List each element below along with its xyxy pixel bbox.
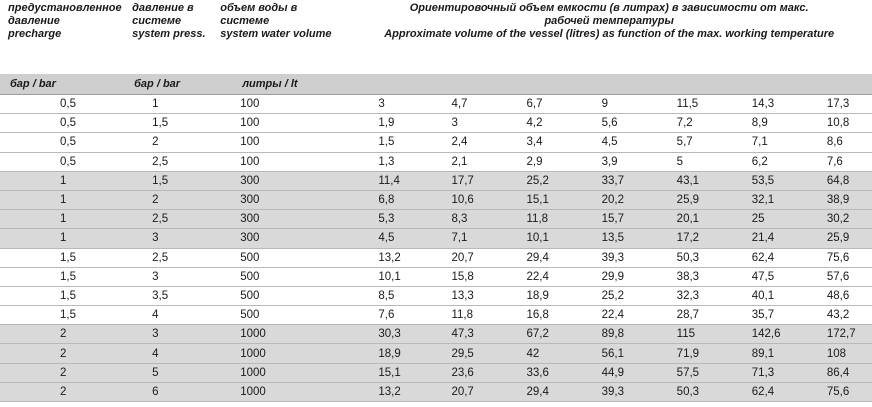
cell-vessel-volume: 75,6 bbox=[797, 248, 872, 267]
cell-vessel-volume: 50,3 bbox=[647, 248, 722, 267]
cell-vessel-volume: 33,7 bbox=[572, 171, 647, 190]
cell-vessel-volume: 25,2 bbox=[497, 171, 572, 190]
cell-vessel-volume: 142,6 bbox=[722, 325, 797, 344]
cell-vessel-volume: 4,2 bbox=[497, 114, 572, 133]
cell-water-volume: 1000 bbox=[214, 382, 346, 401]
cell-vessel-volume: 15,1 bbox=[346, 363, 421, 382]
cell-vessel-volume: 53,5 bbox=[722, 171, 797, 190]
cell-precharge: 1,5 bbox=[0, 267, 122, 286]
cell-system-press: 5 bbox=[122, 363, 214, 382]
unit-vessel-volume-blank bbox=[346, 74, 872, 95]
table-row bbox=[0, 229, 872, 248]
cell-vessel-volume: 20,7 bbox=[421, 248, 496, 267]
cell-vessel-volume: 6,8 bbox=[346, 190, 421, 209]
cell-vessel-volume: 20,1 bbox=[647, 210, 722, 229]
cell-vessel-volume: 39,3 bbox=[572, 382, 647, 401]
cell-water-volume: 500 bbox=[214, 267, 346, 286]
cell-water-volume: 500 bbox=[214, 306, 346, 325]
cell-vessel-volume: 10,6 bbox=[421, 190, 496, 209]
header-water-volume-line-2: system water volume bbox=[220, 28, 332, 40]
cell-water-volume: 1000 bbox=[214, 363, 346, 382]
table-row bbox=[0, 363, 872, 382]
cell-water-volume: 100 bbox=[214, 95, 346, 114]
header-precharge-line-1: предустановленное bbox=[8, 2, 122, 14]
cell-vessel-volume: 6,2 bbox=[722, 152, 797, 171]
table-row bbox=[0, 114, 872, 133]
header-system-press-line-3: system press. bbox=[132, 28, 206, 40]
cell-vessel-volume: 25,9 bbox=[647, 190, 722, 209]
cell-vessel-volume: 7,1 bbox=[421, 229, 496, 248]
cell-precharge: 0,5 bbox=[0, 133, 122, 152]
cell-water-volume: 300 bbox=[214, 190, 346, 209]
cell-vessel-volume: 43,1 bbox=[647, 171, 722, 190]
cell-vessel-volume: 5,3 bbox=[346, 210, 421, 229]
cell-system-press: 3,5 bbox=[122, 286, 214, 305]
cell-vessel-volume: 57,6 bbox=[797, 267, 872, 286]
cell-water-volume: 100 bbox=[214, 114, 346, 133]
cell-vessel-volume: 50,3 bbox=[647, 382, 722, 401]
table-row bbox=[0, 382, 872, 401]
cell-precharge: 0,5 bbox=[0, 152, 122, 171]
cell-vessel-volume: 10,8 bbox=[797, 114, 872, 133]
cell-precharge: 1 bbox=[0, 171, 122, 190]
table-row bbox=[0, 248, 872, 267]
cell-vessel-volume: 38,3 bbox=[647, 267, 722, 286]
cell-precharge: 2 bbox=[0, 325, 122, 344]
cell-water-volume: 300 bbox=[214, 210, 346, 229]
cell-system-press: 3 bbox=[122, 267, 214, 286]
cell-precharge: 0,5 bbox=[0, 114, 122, 133]
table-row bbox=[0, 190, 872, 209]
cell-precharge: 1 bbox=[0, 210, 122, 229]
cell-vessel-volume: 62,4 bbox=[722, 248, 797, 267]
cell-vessel-volume: 38,9 bbox=[797, 190, 872, 209]
cell-vessel-volume: 1,3 bbox=[346, 152, 421, 171]
cell-water-volume: 300 bbox=[214, 229, 346, 248]
table-row bbox=[0, 306, 872, 325]
cell-vessel-volume: 4,5 bbox=[346, 229, 421, 248]
cell-vessel-volume: 28,7 bbox=[647, 306, 722, 325]
cell-vessel-volume: 57,5 bbox=[647, 363, 722, 382]
cell-vessel-volume: 16,8 bbox=[497, 306, 572, 325]
cell-vessel-volume: 71,9 bbox=[647, 344, 722, 363]
cell-system-press: 3 bbox=[122, 229, 214, 248]
cell-vessel-volume: 22,4 bbox=[497, 267, 572, 286]
table-row bbox=[0, 267, 872, 286]
table-row bbox=[0, 171, 872, 190]
cell-vessel-volume: 115 bbox=[647, 325, 722, 344]
unit-water-volume: литры / lt bbox=[214, 74, 346, 95]
cell-vessel-volume: 2,9 bbox=[497, 152, 572, 171]
cell-vessel-volume: 43,2 bbox=[797, 306, 872, 325]
header-water-volume bbox=[214, 0, 346, 74]
cell-vessel-volume: 15,7 bbox=[572, 210, 647, 229]
cell-vessel-volume: 5,6 bbox=[572, 114, 647, 133]
cell-vessel-volume: 20,2 bbox=[572, 190, 647, 209]
cell-precharge: 1,5 bbox=[0, 248, 122, 267]
cell-system-press: 1,5 bbox=[122, 171, 214, 190]
cell-vessel-volume: 13,5 bbox=[572, 229, 647, 248]
table-row bbox=[0, 325, 872, 344]
cell-system-press: 2,5 bbox=[122, 152, 214, 171]
cell-water-volume: 500 bbox=[214, 248, 346, 267]
cell-vessel-volume: 172,7 bbox=[797, 325, 872, 344]
cell-vessel-volume: 71,3 bbox=[722, 363, 797, 382]
table-row bbox=[0, 210, 872, 229]
cell-vessel-volume: 10,1 bbox=[346, 267, 421, 286]
cell-vessel-volume: 5,7 bbox=[647, 133, 722, 152]
table-row bbox=[0, 344, 872, 363]
cell-precharge: 1 bbox=[0, 229, 122, 248]
cell-vessel-volume: 8,9 bbox=[722, 114, 797, 133]
table-row bbox=[0, 152, 872, 171]
cell-vessel-volume: 3 bbox=[346, 95, 421, 114]
cell-vessel-volume: 11,8 bbox=[421, 306, 496, 325]
cell-vessel-volume: 75,6 bbox=[797, 382, 872, 401]
cell-precharge: 2 bbox=[0, 344, 122, 363]
cell-vessel-volume: 47,3 bbox=[421, 325, 496, 344]
cell-vessel-volume: 39,3 bbox=[572, 248, 647, 267]
cell-system-press: 1 bbox=[122, 95, 214, 114]
header-vessel-volume bbox=[346, 0, 872, 74]
cell-vessel-volume: 5 bbox=[647, 152, 722, 171]
cell-vessel-volume: 15,1 bbox=[497, 190, 572, 209]
cell-system-press: 2,5 bbox=[122, 248, 214, 267]
cell-system-press: 6 bbox=[122, 382, 214, 401]
cell-vessel-volume: 44,9 bbox=[572, 363, 647, 382]
cell-vessel-volume: 89,8 bbox=[572, 325, 647, 344]
cell-vessel-volume: 32,3 bbox=[647, 286, 722, 305]
cell-vessel-volume: 35,7 bbox=[722, 306, 797, 325]
cell-vessel-volume: 6,7 bbox=[497, 95, 572, 114]
cell-vessel-volume: 17,7 bbox=[421, 171, 496, 190]
cell-vessel-volume: 18,9 bbox=[346, 344, 421, 363]
cell-vessel-volume: 17,2 bbox=[647, 229, 722, 248]
cell-vessel-volume: 7,6 bbox=[797, 152, 872, 171]
cell-vessel-volume: 40,1 bbox=[722, 286, 797, 305]
cell-precharge: 1 bbox=[0, 190, 122, 209]
cell-system-press: 4 bbox=[122, 344, 214, 363]
cell-vessel-volume: 89,1 bbox=[722, 344, 797, 363]
cell-vessel-volume: 47,5 bbox=[722, 267, 797, 286]
cell-vessel-volume: 3,4 bbox=[497, 133, 572, 152]
header-precharge bbox=[0, 0, 122, 74]
cell-vessel-volume: 29,9 bbox=[572, 267, 647, 286]
cell-vessel-volume: 23,6 bbox=[421, 363, 496, 382]
cell-vessel-volume: 8,6 bbox=[797, 133, 872, 152]
cell-water-volume: 1000 bbox=[214, 344, 346, 363]
cell-precharge: 1,5 bbox=[0, 286, 122, 305]
cell-vessel-volume: 11,5 bbox=[647, 95, 722, 114]
cell-vessel-volume: 30,2 bbox=[797, 210, 872, 229]
cell-system-press: 4 bbox=[122, 306, 214, 325]
header-vessel-volume-line-2: рабочей температуры bbox=[544, 15, 674, 27]
cell-vessel-volume: 32,1 bbox=[722, 190, 797, 209]
cell-vessel-volume: 4,5 bbox=[572, 133, 647, 152]
table-row bbox=[0, 95, 872, 114]
cell-vessel-volume: 9 bbox=[572, 95, 647, 114]
unit-system-press: бар / bar bbox=[122, 74, 214, 95]
cell-vessel-volume: 7,2 bbox=[647, 114, 722, 133]
cell-vessel-volume: 13,3 bbox=[421, 286, 496, 305]
cell-vessel-volume: 17,3 bbox=[797, 95, 872, 114]
cell-vessel-volume: 42 bbox=[497, 344, 572, 363]
cell-vessel-volume: 2,4 bbox=[421, 133, 496, 152]
cell-vessel-volume: 56,1 bbox=[572, 344, 647, 363]
cell-vessel-volume: 25,9 bbox=[797, 229, 872, 248]
cell-vessel-volume: 25,2 bbox=[572, 286, 647, 305]
cell-vessel-volume: 22,4 bbox=[572, 306, 647, 325]
cell-vessel-volume: 13,2 bbox=[346, 248, 421, 267]
table-row bbox=[0, 286, 872, 305]
cell-vessel-volume: 108 bbox=[797, 344, 872, 363]
header-vessel-volume-line-1: Ориентировочный объем емкости (в литрах) в зависимости от макс. bbox=[409, 2, 809, 14]
cell-water-volume: 300 bbox=[214, 171, 346, 190]
cell-water-volume: 100 bbox=[214, 152, 346, 171]
cell-vessel-volume: 14,3 bbox=[722, 95, 797, 114]
cell-vessel-volume: 29,4 bbox=[497, 248, 572, 267]
cell-water-volume: 100 bbox=[214, 133, 346, 152]
cell-vessel-volume: 10,1 bbox=[497, 229, 572, 248]
cell-water-volume: 500 bbox=[214, 286, 346, 305]
cell-vessel-volume: 33,6 bbox=[497, 363, 572, 382]
cell-vessel-volume: 30,3 bbox=[346, 325, 421, 344]
header-water-volume-line-1: объем воды в системе bbox=[220, 2, 298, 27]
cell-system-press: 1,5 bbox=[122, 114, 214, 133]
header-system-press-line-2: системе bbox=[132, 15, 182, 27]
cell-vessel-volume: 4,7 bbox=[421, 95, 496, 114]
cell-vessel-volume: 21,4 bbox=[722, 229, 797, 248]
cell-vessel-volume: 1,9 bbox=[346, 114, 421, 133]
cell-vessel-volume: 25 bbox=[722, 210, 797, 229]
cell-vessel-volume: 15,8 bbox=[421, 267, 496, 286]
cell-precharge: 1,5 bbox=[0, 306, 122, 325]
header-system-press bbox=[122, 0, 214, 74]
cell-vessel-volume: 48,6 bbox=[797, 286, 872, 305]
cell-vessel-volume: 29,4 bbox=[497, 382, 572, 401]
cell-system-press: 2 bbox=[122, 133, 214, 152]
cell-vessel-volume: 13,2 bbox=[346, 382, 421, 401]
header-system-press-line-1: давление в bbox=[132, 2, 194, 14]
cell-precharge: 0,5 bbox=[0, 95, 122, 114]
cell-vessel-volume: 3 bbox=[421, 114, 496, 133]
cell-system-press: 3 bbox=[122, 325, 214, 344]
cell-system-press: 2,5 bbox=[122, 210, 214, 229]
cell-precharge: 2 bbox=[0, 363, 122, 382]
cell-vessel-volume: 2,1 bbox=[421, 152, 496, 171]
cell-vessel-volume: 7,1 bbox=[722, 133, 797, 152]
cell-water-volume: 1000 bbox=[214, 325, 346, 344]
cell-system-press: 2 bbox=[122, 190, 214, 209]
units-row bbox=[0, 74, 872, 95]
cell-vessel-volume: 64,8 bbox=[797, 171, 872, 190]
header-row bbox=[0, 0, 872, 74]
cell-precharge: 2 bbox=[0, 382, 122, 401]
cell-vessel-volume: 1,5 bbox=[346, 133, 421, 152]
header-precharge-line-3: precharge bbox=[8, 28, 62, 40]
cell-vessel-volume: 3,9 bbox=[572, 152, 647, 171]
cell-vessel-volume: 20,7 bbox=[421, 382, 496, 401]
cell-vessel-volume: 8,5 bbox=[346, 286, 421, 305]
cell-vessel-volume: 18,9 bbox=[497, 286, 572, 305]
table-row bbox=[0, 133, 872, 152]
cell-vessel-volume: 7,6 bbox=[346, 306, 421, 325]
header-precharge-line-2: давление bbox=[8, 15, 60, 27]
cell-vessel-volume: 11,8 bbox=[497, 210, 572, 229]
cell-vessel-volume: 86,4 bbox=[797, 363, 872, 382]
cell-vessel-volume: 62,4 bbox=[722, 382, 797, 401]
header-vessel-volume-line-3: Approximate volume of the vessel (litres) as function of the max. working temperature bbox=[384, 28, 835, 40]
cell-vessel-volume: 8,3 bbox=[421, 210, 496, 229]
unit-precharge: бар / bar bbox=[0, 74, 122, 95]
table-body bbox=[0, 95, 872, 402]
cell-vessel-volume: 67,2 bbox=[497, 325, 572, 344]
cell-vessel-volume: 29,5 bbox=[421, 344, 496, 363]
cell-vessel-volume: 11,4 bbox=[346, 171, 421, 190]
